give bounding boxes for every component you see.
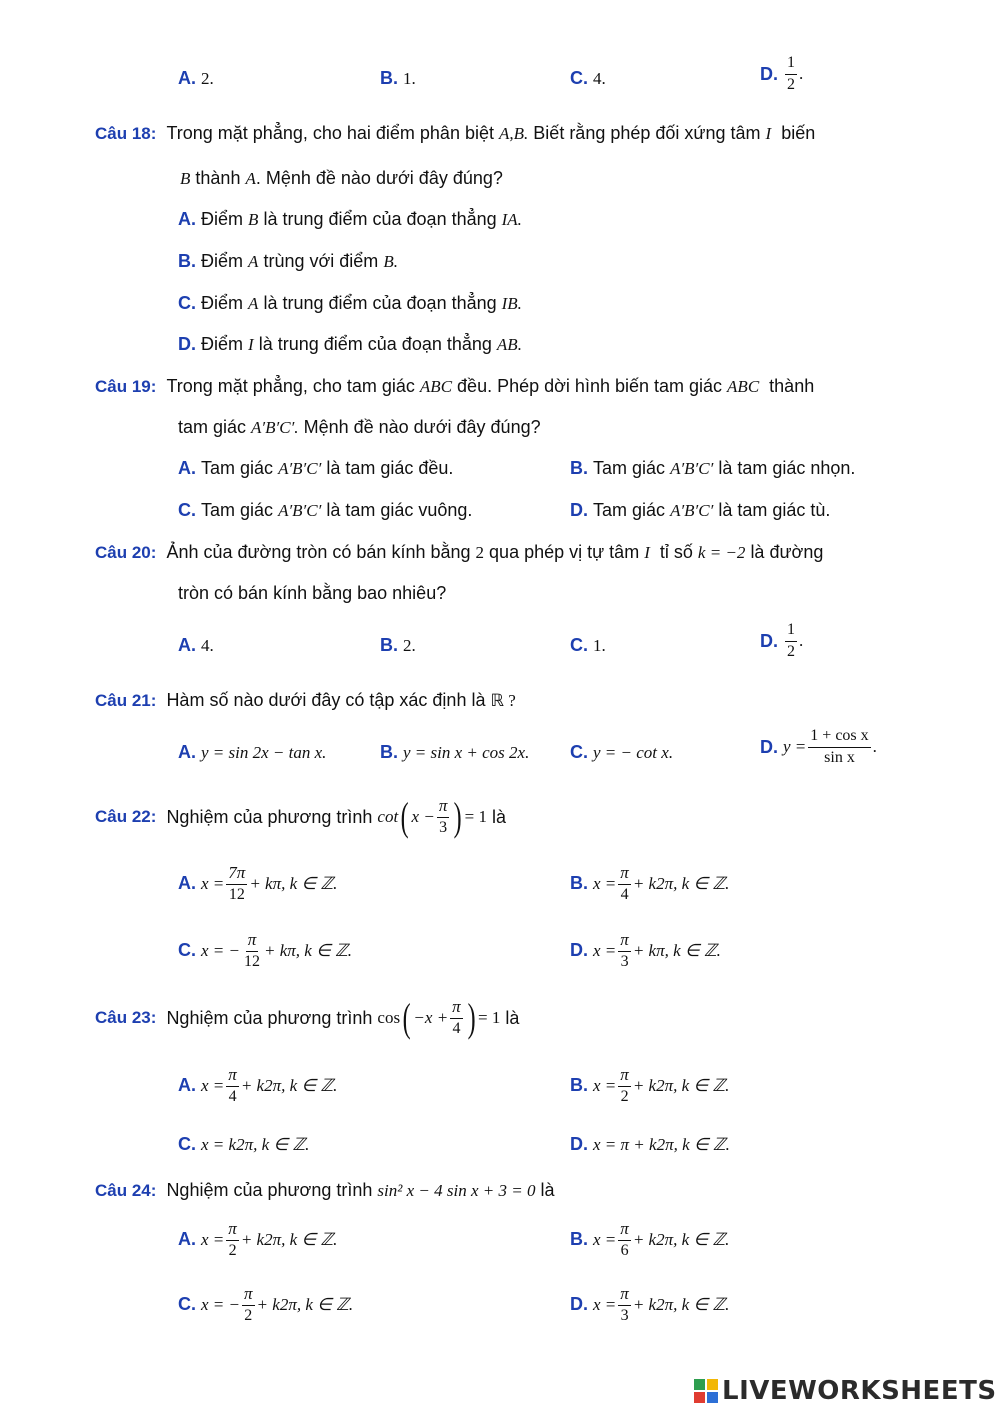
- q20-option-c[interactable]: C. 1.: [570, 635, 606, 655]
- q19-option-a[interactable]: A. Tam giác A′B′C′ là tam giác đều.: [178, 458, 454, 478]
- option-value: 1.: [403, 68, 416, 88]
- q19-option-d[interactable]: D. Tam giác A′B′C′ là tam giác tù.: [570, 500, 831, 520]
- fraction: $\frac{\pi}{4}$: [620, 863, 629, 903]
- q23-option-c[interactable]: C. x = k2π, k ∈ ℤ.: [178, 1134, 310, 1154]
- fraction: $\frac{\pi}{6}$: [620, 1219, 629, 1259]
- q18-stem-line1: Câu 18: Trong mặt phẳng, cho hai điểm phân biệt A,B. Biết rằng phép đối xứng tâm I biến: [95, 123, 816, 143]
- q19-option-c[interactable]: C. Tam giác A′B′C′ là tam giác vuông.: [178, 500, 473, 520]
- fraction: $\frac{\pi}{2}$: [244, 1284, 253, 1324]
- q17-option-c[interactable]: [570, 68, 606, 89]
- question-number: Câu 23:: [95, 1008, 157, 1027]
- q22-stem: Câu 22: Nghiệm của phương trình cot ( x − $\frac{\pi}{3}$ ) = 1 là: [95, 794, 507, 839]
- q24-option-c[interactable]: C. x = − $\frac{\pi}{2}$ + k2π, k ∈ ℤ.: [178, 1284, 354, 1324]
- liveworksheets-logo[interactable]: [694, 1376, 997, 1406]
- q21-option-a[interactable]: A. y = sin 2x − tan x.: [178, 742, 327, 762]
- q23-stem: Câu 23: Nghiệm của phương trình cos ( −x + $\frac{\pi}{4}$ ) = 1 là: [95, 995, 520, 1040]
- q23-option-a[interactable]: A. x = $\frac{\pi}{4}$ + k2π, k ∈ ℤ.: [178, 1065, 338, 1105]
- q21-option-d[interactable]: D. y = $\frac{\text{1 + cos x}}{\text{sin x}}$ .: [760, 727, 877, 766]
- fraction: $\frac{\pi}{2}$: [620, 1065, 629, 1105]
- question-number: Câu 20:: [95, 542, 157, 562]
- fraction: $\frac{\pi}{12}$: [244, 930, 261, 970]
- q22-option-c[interactable]: C. x = − $\frac{\pi}{12}$ + kπ, k ∈ ℤ.: [178, 930, 353, 970]
- q17-option-d[interactable]: D. $\frac{1}{2}$ .: [760, 54, 804, 93]
- logo-square: [694, 1379, 705, 1390]
- fraction: $\frac{7\pi}{12}$: [228, 863, 246, 903]
- q20-option-d[interactable]: D. $\frac{1}{2}$ .: [760, 621, 804, 660]
- q17-option-b[interactable]: [380, 68, 416, 89]
- question-number: Câu 21:: [95, 690, 157, 710]
- option-label: A.: [178, 68, 196, 88]
- logo-mark-icon: [694, 1379, 718, 1403]
- q24-option-d[interactable]: D. x = $\frac{\pi}{3}$ + k2π, k ∈ ℤ.: [570, 1284, 730, 1324]
- fraction: $\frac{\pi}{4}$: [452, 997, 461, 1038]
- q22-option-b[interactable]: B. x = $\frac{\pi}{4}$ + k2π, k ∈ ℤ.: [570, 863, 730, 903]
- q24-option-a[interactable]: A. x = $\frac{\pi}{2}$ + k2π, k ∈ ℤ.: [178, 1219, 338, 1259]
- fraction: $\frac{1}{2}$: [787, 621, 796, 660]
- logo-square: [694, 1392, 705, 1403]
- fraction: $\frac{\pi}{4}$: [228, 1065, 237, 1105]
- fraction: $\frac{\pi}{2}$: [228, 1219, 237, 1259]
- option-value: 2.: [201, 68, 214, 88]
- question-number: Câu 19:: [95, 376, 157, 396]
- q18-option-c[interactable]: C. Điểm A là trung điểm của đoạn thẳng IB.: [178, 293, 522, 313]
- option-label: D.: [760, 63, 778, 84]
- option-label: C.: [570, 68, 588, 88]
- q24-stem: Câu 24: Nghiệm của phương trình sin² x − 4 sin x + 3 = 0 là: [95, 1180, 555, 1200]
- q19-stem-line2: tam giác A′B′C′. Mệnh đề nào dưới đây đúng?: [178, 417, 541, 437]
- fraction: $\frac{\pi}{3}$: [620, 930, 629, 970]
- q18-stem-line2: B thành A . Mệnh đề nào dưới đây đúng?: [180, 168, 503, 188]
- q18-option-d[interactable]: D. Điểm I là trung điểm của đoạn thẳng AB.: [178, 334, 522, 354]
- q19-option-b[interactable]: B. Tam giác A′B′C′ là tam giác nhọn.: [570, 458, 856, 478]
- q21-option-c[interactable]: C. y = − cot x.: [570, 742, 674, 762]
- q20-stem-line2: tròn có bán kính bằng bao nhiêu?: [178, 583, 447, 603]
- logo-square: [707, 1392, 718, 1403]
- q23-option-d[interactable]: D. x = π + k2π, k ∈ ℤ.: [570, 1134, 730, 1154]
- fraction: $\frac{\text{1 + cos x}}{\text{sin x}}$: [810, 727, 869, 766]
- fraction: $\frac{1}{2}$: [787, 54, 796, 93]
- q20-option-b[interactable]: B. 2.: [380, 635, 416, 655]
- q18-option-b[interactable]: B. Điểm A trùng với điểm B.: [178, 251, 398, 271]
- q19-stem-line1: Câu 19: Trong mặt phẳng, cho tam giác ABC đều. Phép dời hình biến tam giác ABC thành: [95, 376, 815, 396]
- q23-option-b[interactable]: B. x = $\frac{\pi}{2}$ + k2π, k ∈ ℤ.: [570, 1065, 730, 1105]
- fraction: $\frac{\pi}{3}$: [438, 796, 448, 837]
- option-label: B.: [380, 68, 398, 88]
- q20-stem-line1: Câu 20: Ảnh của đường tròn có bán kính bằng 2 qua phép vị tự tâm I tỉ số k = −2 là đường: [95, 542, 824, 562]
- q17-option-a[interactable]: [178, 68, 214, 89]
- q24-option-b[interactable]: B. x = $\frac{\pi}{6}$ + k2π, k ∈ ℤ.: [570, 1219, 730, 1259]
- q22-option-a[interactable]: A. x = $\frac{7\pi}{12}$ + kπ, k ∈ ℤ.: [178, 863, 338, 903]
- question-number: Câu 18:: [95, 123, 157, 143]
- q21-option-b[interactable]: B. y = sin x + cos 2x.: [380, 742, 530, 762]
- logo-square: [707, 1379, 718, 1390]
- logo-text: LIVEWORKSHEETS: [722, 1376, 997, 1406]
- fraction: $\frac{\pi}{3}$: [620, 1284, 629, 1324]
- q21-stem: Câu 21: Hàm số nào dưới đây có tập xác định là ℝ ?: [95, 690, 516, 710]
- question-number: Câu 24:: [95, 1180, 157, 1200]
- q20-option-a[interactable]: A. 4.: [178, 635, 214, 655]
- question-number: Câu 22:: [95, 807, 157, 826]
- option-value: 4.: [593, 68, 606, 88]
- q18-option-a[interactable]: A. Điểm B là trung điểm của đoạn thẳng IA.: [178, 209, 522, 229]
- q22-option-d[interactable]: D. x = $\frac{\pi}{3}$ + kπ, k ∈ ℤ.: [570, 930, 721, 970]
